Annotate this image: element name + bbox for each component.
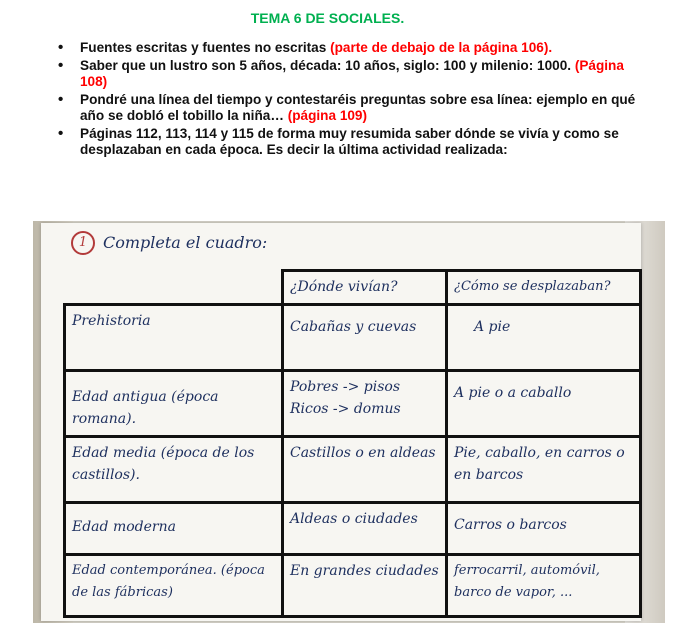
era-text: Edad moderna (72, 519, 176, 535)
how-text: ferrocarril, automóvil, barco de vapor, ... (454, 563, 600, 600)
how-cell (447, 371, 641, 437)
era-cell (65, 437, 283, 503)
list-item (80, 58, 640, 91)
header-how (447, 271, 641, 305)
how-text: A pie o a caballo (454, 385, 572, 401)
table-row (65, 437, 641, 503)
era-text: Edad media (época de los castillos). (72, 445, 255, 483)
page-title (0, 10, 685, 26)
where-text: En grandes ciudades (290, 563, 439, 579)
era-text: Edad antigua (época romana). (72, 389, 219, 427)
header-how-text: ¿Cómo se desplazaban? (454, 279, 611, 294)
page-reference: (Página 108) (80, 57, 624, 89)
how-text: Pie, caballo, en carros o en barcos (454, 445, 625, 483)
table-header-row (65, 271, 641, 305)
list-item (80, 40, 640, 57)
where-cell (283, 305, 447, 371)
topic-list (56, 40, 640, 160)
list-item-text: Pondré una línea del tiempo y contestaréis preguntas sobre esa línea: ejemplo en qué año se dobló el tobillo la niña… (80, 91, 636, 123)
era-text: Prehistoria (72, 313, 151, 329)
where-text: Castillos o en aldeas (290, 445, 436, 461)
how-cell (447, 555, 641, 617)
how-cell (447, 437, 641, 503)
where-cell (283, 503, 447, 555)
where-text: Pobres -> pisos Ricos -> domus (290, 379, 401, 417)
era-cell (65, 371, 283, 437)
header-where (283, 271, 447, 305)
where-cell (283, 371, 447, 437)
list-item-text: Saber que un lustro son 5 años, década: 10 años, siglo: 100 y milenio: 1000. (80, 57, 575, 73)
empty-corner-cell (65, 271, 283, 305)
era-text: Edad contemporánea. (época de las fábricas) (72, 563, 265, 600)
exercise-number: 1 (71, 231, 95, 255)
page-reference: (página 109) (287, 108, 368, 123)
page-title-text: TEMA 6 DE SOCIALES. (250, 10, 405, 26)
table-row (65, 503, 641, 555)
list-item (80, 92, 640, 125)
table-row (65, 555, 641, 617)
how-text: Carros o barcos (454, 517, 567, 533)
worksheet-instruction: Completa el cuadro: (103, 233, 268, 252)
list-item (80, 126, 640, 159)
how-cell (447, 305, 641, 371)
how-text: A pie (474, 319, 511, 335)
header-where-text: ¿Dónde vivían? (290, 279, 398, 295)
table-row (65, 371, 641, 437)
where-cell (283, 437, 447, 503)
list-item-text: Fuentes escritas y fuentes no escritas (80, 40, 331, 55)
where-text: Cabañas y cuevas (290, 319, 417, 335)
era-cell (65, 555, 283, 617)
table-row (65, 305, 641, 371)
era-cell (65, 305, 283, 371)
page-reference: (parte de debajo de la página 106). (330, 40, 553, 55)
era-cell (65, 503, 283, 555)
worksheet-photo (33, 221, 665, 623)
where-text: Aldeas o ciudades (290, 511, 418, 527)
worksheet-paper (41, 223, 641, 621)
how-cell (447, 503, 641, 555)
list-item-text: Páginas 112, 113, 114 y 115 de forma muy resumida saber dónde se vivía y como se desplazaban en cada época. Es decir la última actividad realizada: (80, 125, 619, 157)
answer-table (63, 269, 642, 618)
where-cell (283, 555, 447, 617)
